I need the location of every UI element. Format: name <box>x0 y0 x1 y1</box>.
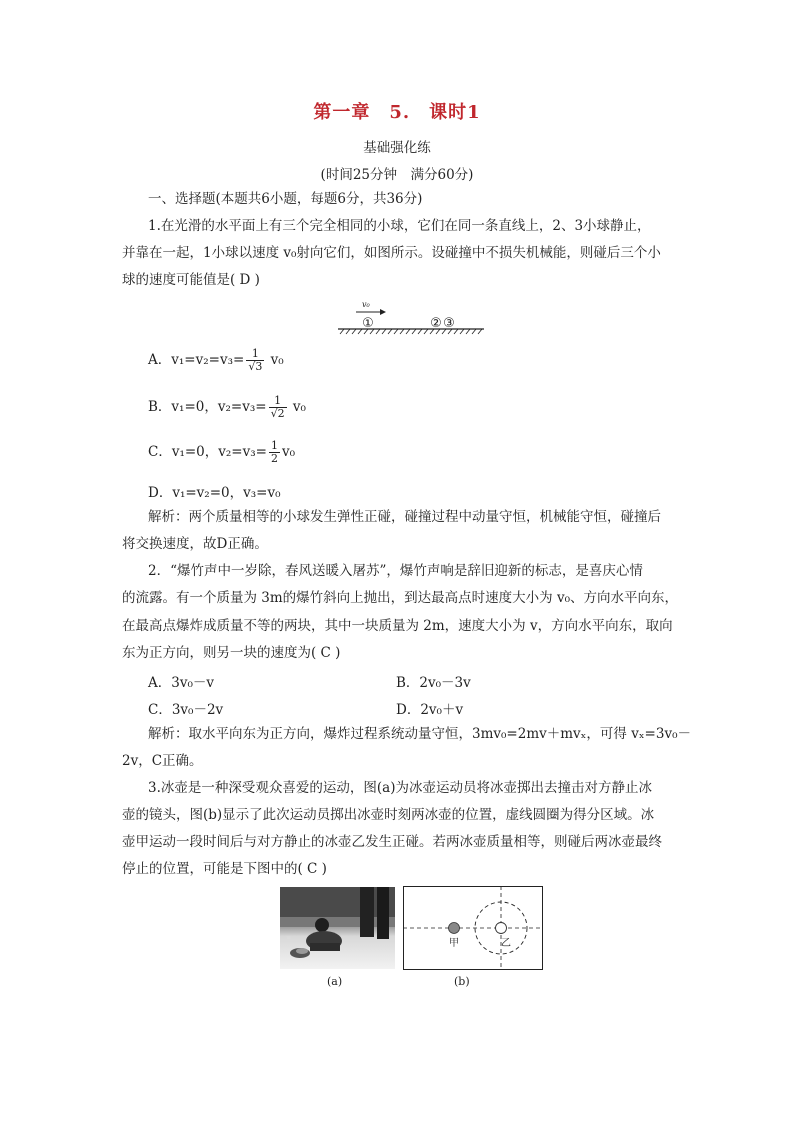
q3-text-line4: 停止的位置，可能是下图中的( C ) <box>122 861 327 877</box>
q3-text-line3: 壶甲运动一段时间后与对方静止的冰壶乙发生正碰。若两冰壶质量相等，则碰后两冰壶最终 <box>122 834 662 850</box>
ground-hatch <box>340 329 482 334</box>
q1-option-a-prefix: A．v₁=v₂=v₃= <box>148 352 245 368</box>
fraction-denominator: √3 <box>248 360 263 373</box>
label-jia: 甲 <box>449 938 459 949</box>
fraction-1-sqrt2 <box>269 395 287 420</box>
q2-option-b: B．2v₀－3v <box>396 675 471 691</box>
q2-text-line3: 在最高点爆炸成质量不等的两块，其中一块质量为 2m，速度大小为 v，方向水平向东，取向 <box>122 618 673 634</box>
section-heading: 一、选择题(本题共6小题，每题6分，共36分) <box>148 191 423 207</box>
q2-option-d: D．2v₀＋v <box>396 702 464 718</box>
page-title: 第一章 5. 课时1 <box>313 102 481 123</box>
fraction-numerator: 1 <box>246 348 264 361</box>
q2-analysis-line1: 解析：取水平向东为正方向，爆炸过程系统动量守恒，3mv₀=2mv＋mvₓ，可得 vₓ=3v₀－ <box>148 726 691 742</box>
fraction-denominator: √2 <box>270 407 285 420</box>
velocity-arrowhead <box>380 309 386 315</box>
svg-text:≡: ≡ <box>286 934 292 941</box>
q3-text-line2: 壶的镜头，图(b)显示了此次运动员掷出冰壶时刻两冰壶的位置，虚线圆圈为得分区域。冰 <box>122 807 655 823</box>
curling-photo <box>280 887 395 969</box>
time-info: (时间25分钟 满分60分) <box>320 167 474 183</box>
q2-text-line2: 的流露。有一个质量为 3m的爆竹斜向上抛出，到达最高点时速度大小为 v₀、方向水平向东， <box>122 590 679 606</box>
fraction-numerator: 1 <box>269 395 287 408</box>
q1-text-line3: 球的速度可能值是( D ) <box>122 272 260 288</box>
ball-1: ① <box>362 316 374 331</box>
q2-text-line1: 2．“爆竹声中一岁除，春风送暖入屠苏”，爆竹声响是辞旧迎新的标志，是喜庆心情 <box>148 563 643 579</box>
q2-analysis-line2: 2v，C正确。 <box>122 753 203 769</box>
velocity-label: v₀ <box>362 300 370 309</box>
q1-text-line1: 1.在光滑的水平面上有三个完全相同的小球，它们在同一条直线上，2、3小球静止， <box>148 218 651 234</box>
fraction-numerator: 1 <box>270 439 278 452</box>
q1-option-b-prefix: B．v₁=0，v₂=v₃= <box>148 399 267 415</box>
fig-b-caption: (b) <box>454 975 470 988</box>
fraction-1-sqrt3 <box>246 348 264 373</box>
q2-option-a: A．3v₀－v <box>148 675 215 691</box>
fraction-1-2 <box>269 440 280 465</box>
q2-text-line4: 东为正方向，则另一块的速度为( C ) <box>122 645 341 661</box>
subtitle: 基础强化练 <box>363 140 431 156</box>
q1-option-c-suffix: v₀ <box>281 444 296 460</box>
q1-option-c-prefix: C．v₁=0，v₂=v₃= <box>148 444 267 460</box>
q1-option-c <box>148 440 295 465</box>
curling-athlete-illustration <box>280 887 395 969</box>
fraction-denominator: 2 <box>270 452 278 465</box>
ball-2: ② <box>430 316 442 331</box>
q3-text-line1: 3.冰壶是一种深受观众喜爱的运动，图(a)为冰壶运动员将冰壶掷出去撞击对方静止冰 <box>148 780 652 796</box>
q2-option-c: C．3v₀－2v <box>148 702 224 718</box>
label-yi: 乙 <box>501 938 511 949</box>
q1-text-line2: 并靠在一起，1小球以速度 v₀射向它们，如图所示。设碰撞中不损失机械能，则碰后三个小 <box>122 245 661 261</box>
stone-yi <box>496 923 507 934</box>
stone-jia <box>449 923 460 934</box>
q1-option-a <box>148 348 284 373</box>
q1-option-b-suffix: v₀ <box>288 399 306 415</box>
q1-balls-figure <box>330 296 490 338</box>
q1-option-a-suffix: v₀ <box>266 352 284 368</box>
ball-3: ③ <box>443 316 455 331</box>
q1-analysis-line1: 解析：两个质量相等的小球发生弹性正碰，碰撞过程中动量守恒，机械能守恒，碰撞后 <box>148 509 661 525</box>
q1-option-d: D．v₁=v₂=0，v₃=v₀ <box>148 485 281 501</box>
fig-a-caption: (a) <box>327 975 343 988</box>
curling-positions-diagram <box>403 886 543 970</box>
q1-analysis-line2: 将交换速度，故D正确。 <box>122 536 268 552</box>
q1-option-b <box>148 395 306 420</box>
